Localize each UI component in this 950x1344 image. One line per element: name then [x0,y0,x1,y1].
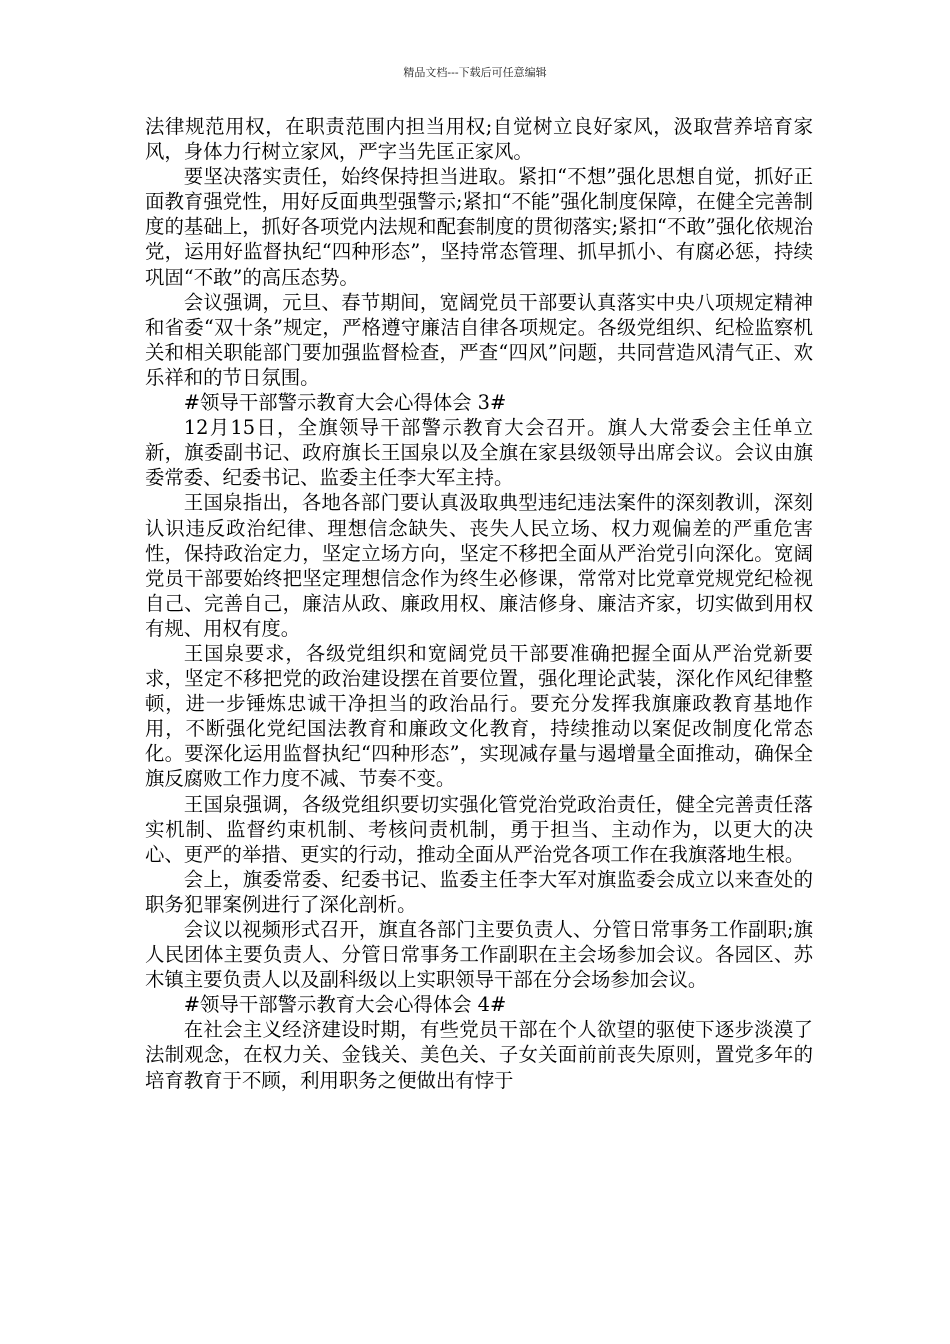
paragraph: 法律规范用权，在职责范围内担当用权;自觉树立良好家风，汲取营养培育家风，身体力行树立家风，严字当先匡正家风。 [145,115,813,164]
document-body [145,114,813,1093]
paragraph: 会议以视频形式召开，旗直各部门主要负责人、分管日常事务工作副职;旗人民团体主要负责人、分管日常事务工作副职在主会场参加会议。各园区、苏木镇主要负责人以及副科级以上实职领导干部在分会场参加会议。 [145,918,813,992]
page-header: 精品文档---下载后可任意编辑 [403,66,547,79]
paragraph: 要坚决落实责任，始终保持担当进取。紧扣“不想”强化思想自觉，抓好正面教育强党性，用好反面典型强警示;紧扣“不能”强化制度保障，在健全完善制度的基础上，抓好各项党内法规和配套制度的贯彻落实;紧扣“不敢”强化依规治党，运用好监督执纪“四种形态”，坚持常态管理、抓早抓小、有腐必惩，持续巩固“不敢”的高压态势。 [145,165,813,289]
paragraph: #领导干部警示教育大会心得体会 4# [183,993,507,1017]
paragraph: #领导干部警示教育大会心得体会 3# [183,391,507,415]
paragraph: 在社会主义经济建设时期，有些党员干部在个人欲望的驱使下逐步淡漠了法制观念，在权力关、金钱关、美色关、子女关面前前丧失原则，置党多年的培育教育于不顾，利用职务之便做出有悖于 [145,1018,813,1092]
paragraph: 会议强调，元旦、春节期间，宽阔党员干部要认真落实中央八项规定精神和省委“双十条”规定，严格遵守廉洁自律各项规定。各级党组织、纪检监察机关和相关职能部门要加强监督检查，严查“四风”问题，共同营造风清气正、欢乐祥和的节日氛围。 [145,290,813,389]
paragraph: 12月15日，全旗领导干部警示教育大会召开。旗人大常委会主任单立新，旗委副书记、政府旗长王国泉以及全旗在家县级领导出席会议。会议由旗委常委、纪委书记、监委主任李大军主持。 [145,416,813,490]
paragraph: 王国泉强调，各级党组织要切实强化管党治党政治责任，健全完善责任落实机制、监督约束机制、考核问责机制，勇于担当、主动作为，以更大的决心、更严的举措、更实的行动，推动全面从严治党各项工作在我旗落地生根。 [145,792,813,866]
paragraph: 会上，旗委常委、纪委书记、监委主任李大军对旗监委会成立以来查处的职务犯罪案例进行了深化剖析。 [145,867,813,916]
paragraph: 王国泉指出，各地各部门要认真汲取典型违纪违法案件的深刻教训，深刻认识违反政治纪律、理想信念缺失、丧失人民立场、权力观偏差的严重危害性，保持政治定力，坚定立场方向，坚定不移把全面从严治党引向深化。宽阔党员干部要始终把坚定理想信念作为终生必修课，常常对比党章党规党纪检视自己、完善自己，廉洁从政、廉政用权、廉洁修身、廉洁齐家，切实做到用权有规、用权有度。 [145,491,813,640]
paragraph: 王国泉要求，各级党组织和宽阔党员干部要准确把握全面从严治党新要求，坚定不移把党的政治建设摆在首要位置，强化理论武装，深化作风纪律整顿，进一步锤炼忠诚干净担当的政治品行。要充分发挥我旗廉政教育基地作用，不断强化党纪国法教育和廉政文化教育，持续推动以案促改制度化常态化。要深化运用监督执纪“四种形态”，实现减存量与遏增量全面推动，确保全旗反腐败工作力度不减、节奏不变。 [145,641,813,791]
